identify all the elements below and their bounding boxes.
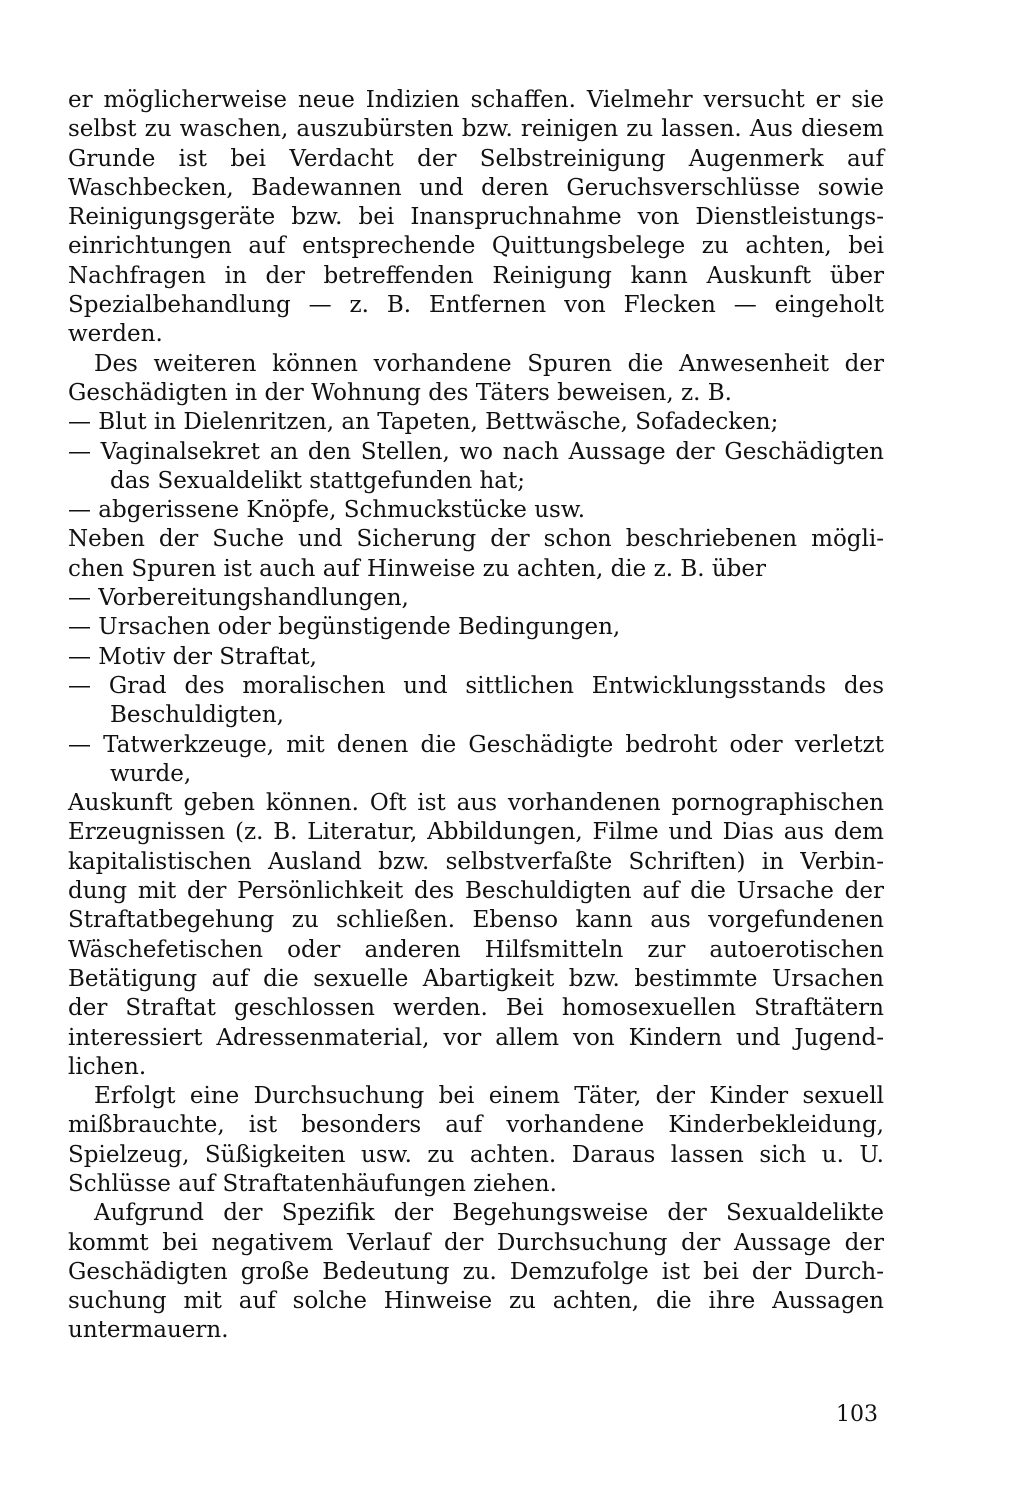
text-line: Erzeugnissen (z. B. Literatur, Abbildungen, Filme und Dias aus dem [68,819,884,846]
text-line: chen Spuren ist auch auf Hinweise zu achten, die z. B. über [68,555,766,582]
text-line: kommt bei negativem Verlauf der Durchsuchung der Aussage der [68,1229,884,1256]
paragraph-start-line: Neben der Suche und Sicherung der schon beschriebenen mögli- [68,526,884,553]
text-line: einrichtungen auf entsprechende Quittungsbelege zu achten, bei [68,233,884,260]
text-line: Schlüsse auf Straftatenhäufungen ziehen. [68,1170,557,1197]
text-line: lichen. [68,1053,147,1080]
paragraph-start-line: Erfolgt eine Durchsuchung bei einem Täter, der Kinder sexuell [94,1083,884,1110]
text-line: Straftatbegehung zu schließen. Ebenso kann aus vorgefundenen [68,907,884,934]
text-line: dung mit der Persönlichkeit des Beschuldigten auf die Ursache der [68,878,884,905]
text-line: Grunde ist bei Verdacht der Selbstreinigung Augenmerk auf [68,145,884,172]
list-item: — Ursachen oder begünstigende Bedingungen, [68,614,621,641]
text-line: er möglicherweise neue Indizien schaffen. Vielmehr versucht er sie [68,87,884,113]
page-number: 103 [836,1402,878,1427]
text-line: selbst zu waschen, auszubürsten bzw. reinigen zu lassen. Aus diesem [68,116,884,143]
text-line: Geschädigten in der Wohnung des Täters beweisen, z. B. [68,379,732,406]
list-item: — Motiv der Straftat, [68,643,317,670]
text-line: untermauern. [68,1317,229,1344]
paragraph-start-line: Aufgrund der Spezifik der Begehungsweise der Sexualdelikte [94,1200,884,1227]
text-line: Auskunft geben können. Oft ist aus vorhandenen pornographischen [68,790,884,817]
list-item-continuation: Beschuldigten, [110,702,284,729]
paragraph-start-line: Des weiteren können vorhandene Spuren die Anwesenheit der [94,350,884,377]
text-line: interessiert Adressenmaterial, vor allem von Kindern und Jugend- [68,1024,884,1051]
page-body [68,86,884,1346]
list-item: — abgerissene Knöpfe, Schmuckstücke usw. [68,497,586,524]
list-item: — Tatwerkzeuge, mit denen die Geschädigte bedroht oder verletzt [68,731,884,758]
text-line: Waschbecken, Badewannen und deren Geruchsverschlüsse sowie [68,174,884,201]
list-item-continuation: das Sexualdelikt stattgefunden hat; [110,467,525,494]
text-line: Wäschefetischen oder anderen Hilfsmitteln zur autoerotischen [68,936,884,963]
text-line: werden. [68,321,163,348]
list-item: — Vaginalsekret an den Stellen, wo nach Aussage der Geschädigten [68,438,884,465]
text-line: kapitalistischen Ausland bzw. selbstverfaßte Schriften) in Verbin- [68,848,884,875]
list-item: — Blut in Dielenritzen, an Tapeten, Bettwäsche, Sofadecken; [68,409,779,436]
text-line: der Straftat geschlossen werden. Bei homosexuellen Straftätern [68,995,884,1022]
text-line: Spezialbehandlung — z. B. Entfernen von Flecken — eingeholt [68,292,884,319]
list-item: — Vorbereitungshandlungen, [68,585,409,612]
text-line: suchung mit auf solche Hinweise zu achten, die ihre Aussagen [68,1288,884,1315]
text-line: Nachfragen in der betreffenden Reinigung kann Auskunft über [68,262,884,289]
text-line: Spielzeug, Süßigkeiten usw. zu achten. Daraus lassen sich u. U. [68,1141,884,1168]
list-item-continuation: wurde, [110,760,192,787]
list-item: — Grad des moralischen und sittlichen Entwicklungsstands des [68,672,884,699]
text-line: Betätigung auf die sexuelle Abartigkeit bzw. bestimmte Ursachen [68,965,884,992]
text-line: Reinigungsgeräte bzw. bei Inanspruchnahme von Dienstleistungs- [68,204,884,231]
text-line: Geschädigten große Bedeutung zu. Demzufolge ist bei der Durch- [68,1258,884,1285]
text-line: mißbrauchte, ist besonders auf vorhandene Kinderbekleidung, [68,1112,884,1139]
